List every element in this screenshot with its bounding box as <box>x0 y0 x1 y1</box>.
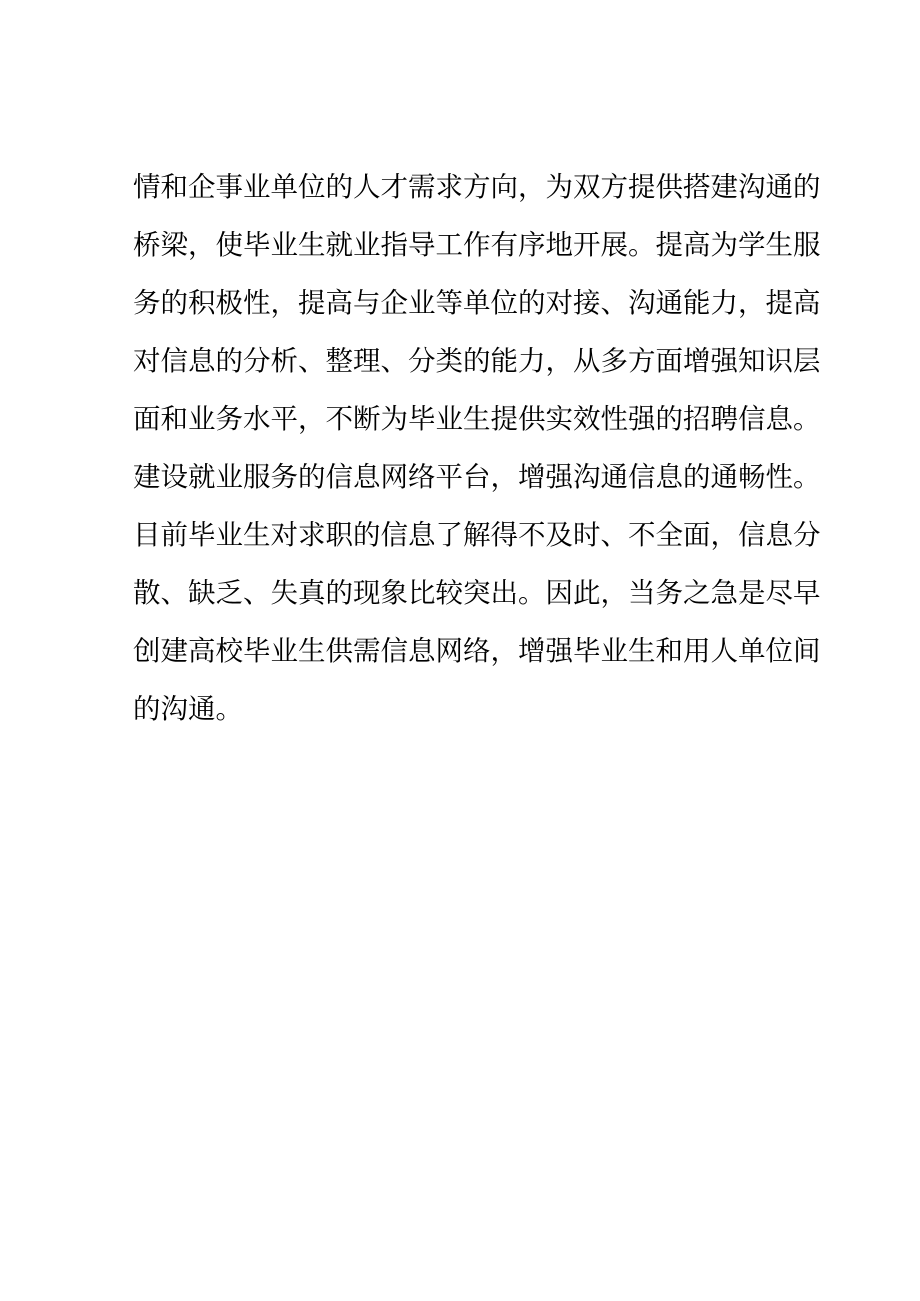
text-line-4: 对信息的分析、整理、分类的能力，从多方面增强知识层 <box>133 345 821 377</box>
body-text <box>133 158 821 738</box>
text-line-6: 建设就业服务的信息网络平台，增强沟通信息的通畅性。 <box>133 461 821 493</box>
text-line-2: 桥梁，使毕业生就业指导工作有序地开展。提高为学生服 <box>133 229 821 261</box>
text-line-5: 面和业务水平，不断为毕业生提供实效性强的招聘信息。 <box>133 403 821 435</box>
text-line-1: 情和企事业单位的人才需求方向，为双方提供搭建沟通的 <box>133 171 821 203</box>
text-line-3: 务的积极性，提高与企业等单位的对接、沟通能力，提高 <box>133 287 821 319</box>
text-line-9: 创建高校毕业生供需信息网络，增强毕业生和用人单位间 <box>133 635 821 667</box>
text-line-7: 目前毕业生对求职的信息了解得不及时、不全面，信息分 <box>133 519 821 551</box>
text-line-8: 散、缺乏、失真的现象比较突出。因此，当务之急是尽早 <box>133 577 821 609</box>
text-line-10: 的沟通。 <box>133 693 243 725</box>
